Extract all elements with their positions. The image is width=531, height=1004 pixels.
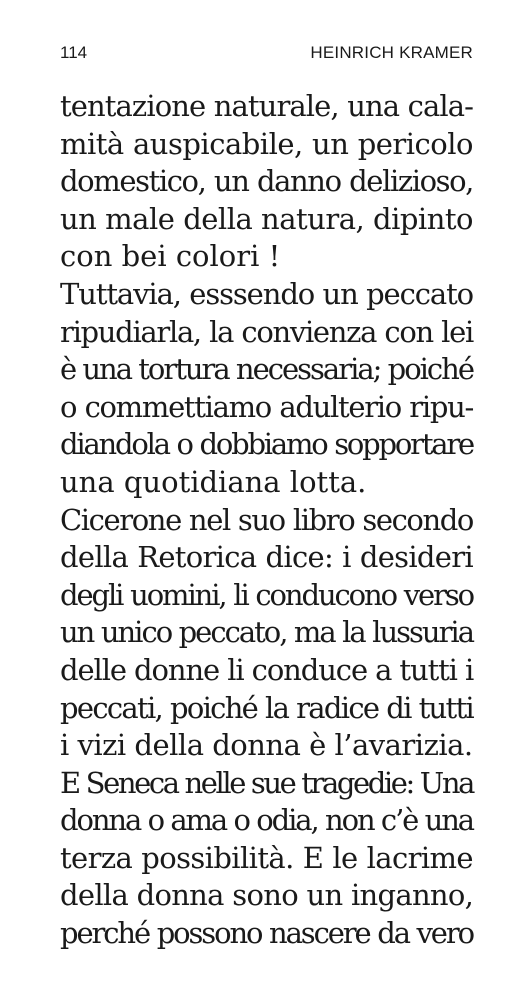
text-line: E Seneca nelle sue tragedie: Una bbox=[60, 765, 473, 800]
text-line: Tuttavia, esssendo un peccato bbox=[60, 276, 473, 311]
text-line: ripudiarla, la convienza con lei bbox=[60, 314, 473, 349]
text-line: terza possibilità. E le lacrime bbox=[60, 840, 473, 875]
text-line: diandola o dobbiamo sopportare bbox=[60, 427, 473, 462]
text-line: una quotidiana lotta. bbox=[60, 464, 367, 499]
text-line: della Retorica dice: i desideri bbox=[60, 540, 473, 575]
text-line: con bei colori ! bbox=[60, 239, 281, 274]
text-line: degli uomini, li conducono verso bbox=[60, 577, 473, 612]
text-line: tentazione naturale, una cala- bbox=[60, 89, 473, 123]
body-text bbox=[60, 88, 473, 953]
text-line: delle donne li conduce a tutti i bbox=[60, 652, 474, 687]
text-line: un male della natura, dipinto bbox=[60, 201, 473, 236]
text-line: domestico, un danno delizioso, bbox=[60, 164, 473, 199]
text-line: perché possono nascere da vero bbox=[60, 916, 473, 951]
text-line: peccati, poiché la radice di tutti bbox=[60, 690, 473, 725]
running-head-author: HEINRICH KRAMER bbox=[310, 43, 473, 62]
text-line: i vizi della donna è l’avarizia. bbox=[60, 728, 473, 763]
text-line: della donna sono un inganno, bbox=[60, 878, 474, 913]
page-number: 114 bbox=[60, 43, 88, 62]
text-line: Cicerone nel suo libro secondo bbox=[60, 502, 473, 537]
page-header bbox=[60, 40, 473, 66]
text-line: mità auspicabile, un pericolo bbox=[60, 126, 473, 161]
text-line: è una tortura necessaria; poiché bbox=[60, 352, 474, 387]
text-line: o commettiamo adulterio ripu- bbox=[60, 389, 473, 424]
text-line: un unico peccato, ma la lussuria bbox=[60, 615, 473, 650]
text-line: donna o ama o odia, non c’è una bbox=[60, 803, 473, 838]
